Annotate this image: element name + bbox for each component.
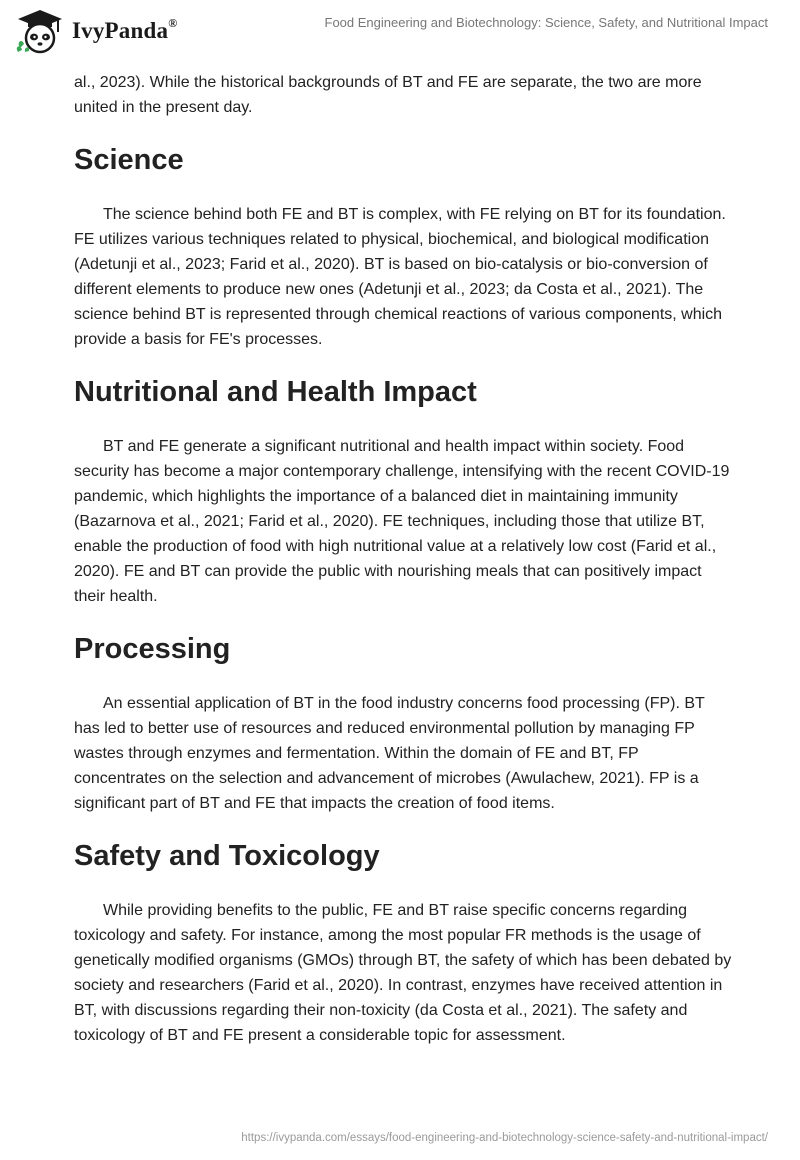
section-heading-processing: Processing (74, 633, 231, 665)
brand-name: IvyPanda® (72, 16, 178, 43)
section-heading-safety: Safety and Toxicology (74, 840, 380, 872)
section-body-science: The science behind both FE and BT is complex, with FE relying on BT for its foundation. FE utilizes various techniques related to physical, biochemical, and biological modification (Adetunji et al., 2023; Farid et al., 2020). BT is based on bio-catalysis or bio-conversion of different elements to produce new ones (Adetunji et al., 2023; da Costa et al., 2021). The science behind BT is represented through chemical reactions of various components, which provide a basis for FE's processes. (74, 206, 726, 348)
section-body-safety: While providing benefits to the public, FE and BT raise specific concerns regarding toxicology and safety. For instance, among the most popular FR methods is the usage of genetically modified organisms (GMOs) through BT, the safety of which has been debated by society and researchers (Farid et al., 2020). In contrast, enzymes have received attention in BT, with discussions regarding their non-toxicity (da Costa et al., 2021). The safety and toxicology of BT and FE present a considerable topic for assessment. (74, 902, 732, 1044)
intro-continuation: al., 2023). While the historical backgrounds of BT and FE are separate, the two are more united in the present day. (74, 74, 702, 116)
panda-graduation-cap-icon (14, 8, 66, 54)
section-heading-science: Science (74, 144, 184, 176)
page-header (0, 0, 800, 66)
document-title: Food Engineering and Biotechnology: Science, Safety, and Nutritional Impact (324, 15, 768, 30)
section-body-processing: An essential application of BT in the food industry concerns food processing (FP). BT has led to better use of resources and reduced environmental pollution by managing FP wastes through enzymes and fermentation. Within the domain of FE and BT, FP concentrates on the selection and advancement of microbes (Awulachew, 2021). FP is a significant part of BT and FE that impacts the creation of food items. (74, 695, 705, 812)
section-body-nutrition: BT and FE generate a significant nutritional and health impact within society. Food security has become a major contemporary challenge, intensifying with the recent COVID-19 pandemic, which highlights the importance of a balanced diet in maintaining immunity (Bazarnova et al., 2021; Farid et al., 2020). FE techniques, including those that utilize BT, enable the production of food with high nutritional value at a relatively low cost (Farid et al., 2020). FE and BT can provide the public with nourishing meals that can positively impact their health. (74, 438, 730, 605)
ivypanda-logo[interactable] (14, 8, 177, 54)
registered-mark: ® (168, 16, 178, 30)
essay-content (74, 70, 734, 1048)
section-heading-nutrition: Nutritional and Health Impact (74, 376, 477, 408)
footer-url-link[interactable]: https://ivypanda.com/essays/food-engineering-and-biotechnology-science-safety-and-nutritional-impact/ (241, 1132, 768, 1144)
